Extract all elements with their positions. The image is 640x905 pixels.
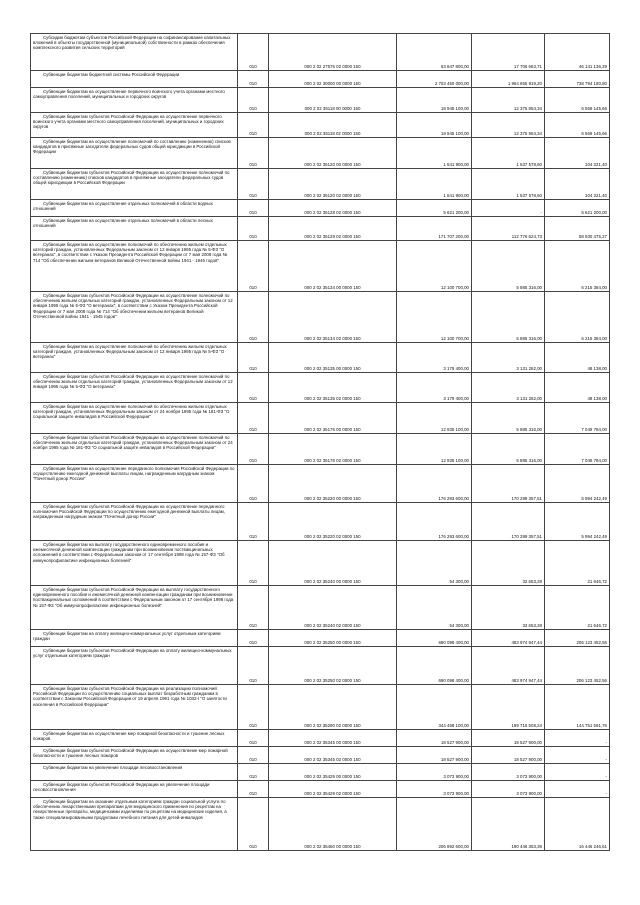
row-rest-cell: 6 569 145,66 bbox=[545, 88, 610, 113]
row-code-cell: 010 bbox=[238, 292, 269, 343]
row-name-cell: Субвенции бюджетам на осуществление полномочий по обеспечению жильем отдельных категорий граждан, установленных Федеральным законом от 24 ноября 1995 года № 181-ФЗ "О социальной защите инвалидов в Российской Федерации" bbox=[31, 403, 238, 434]
row-fact-cell: 199 716 508,24 bbox=[472, 685, 545, 730]
row-name-cell: Субвенции бюджетам на осуществление полномочий по обеспечению жильем отдельных категорий граждан, установленных Федеральным законом от 12 января 1995 года № 5-ФЗ "О ветеранах", в соответствии с Указом Президента Российской Федерации от 7 мая 2008 года № 714 "Об обеспечении жильем ветеранов Великой Отечественной войны 1941 - 1945 годов" bbox=[31, 241, 238, 292]
table-row bbox=[31, 200, 610, 217]
row-rest-cell: - bbox=[545, 781, 610, 798]
row-rest-cell: 104 321,40 bbox=[545, 169, 610, 200]
row-name-cell: Субвенции бюджетам субъектов Российской Федерации на осуществление полномочий по обеспечению жильем отдельных категорий граждан, установленных Федеральным законом от 24 ноября 1995 года № 181-ФЗ "О социальной защите инвалидов в Российской Федерации" bbox=[31, 434, 238, 465]
table-row bbox=[31, 647, 610, 685]
table-row bbox=[31, 781, 610, 798]
table-row bbox=[31, 34, 610, 71]
row-name-cell: Субвенции бюджетам субъектов Российской Федерации на осуществление мер пожарной безопасности и тушение лесных пожаров bbox=[31, 747, 238, 764]
row-plan-cell: 18 945 100,00 bbox=[397, 88, 472, 113]
row-name-cell: Субвенции бюджетам бюджетной системы Российской Федерации bbox=[31, 71, 238, 88]
row-kbk-cell: 000 2 02 35118 02 0000 150 bbox=[269, 113, 397, 138]
row-name-cell: Субсидии бюджетам субъектов Российской Федерации на софинансирование капитальных вложений в объекты государственной (муниципальной) собственности в рамках обеспечения комплексного развития сельских территорий bbox=[31, 34, 238, 71]
row-name-cell: Субвенции бюджетам субъектов Российской Федерации на реализацию полномочий Российской Федерации по осуществлению социальных выплат безработным гражданам в соответствии с Законом Российской Федерации от 19 апреля 1991 года № 1032-I "О занятости населения в Российской Федерации" bbox=[31, 685, 238, 730]
row-kbk-cell: 000 2 02 35134 00 0000 150 bbox=[269, 241, 397, 292]
row-plan-cell: 3 073 900,00 bbox=[397, 764, 472, 781]
row-name-cell: Субвенции бюджетам на осуществление полномочий по составлению (изменению) списков кандидатов в присяжные заседатели федеральных судов общей юрисдикции в Российской Федерации bbox=[31, 138, 238, 169]
row-code-cell: 010 bbox=[238, 434, 269, 465]
row-kbk-cell: 000 2 02 35250 02 0000 150 bbox=[269, 647, 397, 685]
row-name-cell: Субвенции бюджетам субъектов Российской Федерации на выплату государственного единовременного пособия и ежемесячной денежной компенсации гражданам при возникновении поствакцинальных осложнений в соответствии с Федеральным законом от 17 сентября 1998 года № 157-ФЗ "Об иммунопрофилактике инфекционных болезней" bbox=[31, 586, 238, 630]
row-plan-cell: 18 527 900,00 bbox=[397, 747, 472, 764]
row-code-cell: 010 bbox=[238, 798, 269, 851]
row-name-cell: Субвенции бюджетам субъектов Российской Федерации на осуществление полномочий по обеспечению жильем отдельных категорий граждан, установленных Федеральным законом от 12 января 1995 года № 5-ФЗ "О ветеранах" bbox=[31, 373, 238, 403]
row-plan-cell: 18 527 900,00 bbox=[397, 730, 472, 747]
row-rest-cell: 7 049 784,00 bbox=[545, 434, 610, 465]
budget-report-page bbox=[30, 33, 609, 851]
row-kbk-cell: 000 2 02 35220 00 0000 150 bbox=[269, 465, 397, 503]
row-rest-cell: 21 646,72 bbox=[545, 541, 610, 586]
row-code-cell: 010 bbox=[238, 88, 269, 113]
row-rest-cell: 6 569 145,66 bbox=[545, 113, 610, 138]
table-row bbox=[31, 113, 610, 138]
row-plan-cell: 1 641 900,00 bbox=[397, 169, 472, 200]
table-row bbox=[31, 503, 610, 541]
row-kbk-cell: 000 2 02 35240 00 0000 150 bbox=[269, 541, 397, 586]
row-fact-cell: 5 885 316,00 bbox=[472, 241, 545, 292]
row-code-cell: 010 bbox=[238, 34, 269, 71]
row-fact-cell: 1 537 578,60 bbox=[472, 138, 545, 169]
table-row bbox=[31, 798, 610, 851]
row-kbk-cell: 000 2 02 35135 02 0000 150 bbox=[269, 373, 397, 403]
row-code-cell: 010 bbox=[238, 764, 269, 781]
row-plan-cell: 12 935 100,00 bbox=[397, 434, 472, 465]
row-name-cell: Субвенции бюджетам на осуществление отдельных полномочий в области водных отношений bbox=[31, 200, 238, 217]
row-code-cell: 010 bbox=[238, 541, 269, 586]
row-rest-cell: - bbox=[545, 747, 610, 764]
row-fact-cell: 483 974 947,44 bbox=[472, 630, 545, 647]
row-rest-cell: 6 215 384,00 bbox=[545, 292, 610, 343]
row-plan-cell: 344 468 100,00 bbox=[397, 685, 472, 730]
row-fact-cell: 170 299 357,51 bbox=[472, 465, 545, 503]
table-row bbox=[31, 541, 610, 586]
row-rest-cell: 46 141 136,29 bbox=[545, 34, 610, 71]
row-code-cell: 010 bbox=[238, 343, 269, 373]
row-fact-cell: 17 706 663,71 bbox=[472, 34, 545, 71]
table-row bbox=[31, 434, 610, 465]
row-plan-cell: 171 707 200,00 bbox=[397, 217, 472, 241]
row-fact-cell: 12 375 954,34 bbox=[472, 88, 545, 113]
table-row bbox=[31, 403, 610, 434]
row-plan-cell: 54 300,00 bbox=[397, 586, 472, 630]
row-kbk-cell: 000 2 02 35118 00 0000 150 bbox=[269, 88, 397, 113]
row-fact-cell: 5 885 316,00 bbox=[472, 434, 545, 465]
row-name-cell: Субвенции бюджетам субъектов Российской Федерации на осуществление первичного воинского учета органами местного самоуправления поселений, муниципальных и городских округов bbox=[31, 113, 238, 138]
row-kbk-cell: 000 2 02 35134 02 0000 150 bbox=[269, 292, 397, 343]
row-code-cell: 010 bbox=[238, 647, 269, 685]
row-kbk-cell: 000 2 02 35135 00 0000 150 bbox=[269, 343, 397, 373]
row-fact-cell: 3 073 900,00 bbox=[472, 764, 545, 781]
row-name-cell: Субвенции бюджетам субъектов Российской Федерации на оплату жилищно-коммунальных услуг отдельным категориям граждан bbox=[31, 647, 238, 685]
row-kbk-cell: 000 2 02 35290 02 0000 150 bbox=[269, 685, 397, 730]
row-code-cell: 010 bbox=[238, 241, 269, 292]
row-code-cell: 010 bbox=[238, 200, 269, 217]
row-plan-cell: 12 935 100,00 bbox=[397, 403, 472, 434]
row-name-cell: Субвенции бюджетам субъектов Российской Федерации на осуществление полномочий по составлению (изменению) списков кандидатов в присяжные заседатели федеральных судов общей юрисдикции в Российской Федерации bbox=[31, 169, 238, 200]
row-kbk-cell: 000 2 02 35250 00 0000 150 bbox=[269, 630, 397, 647]
row-kbk-cell: 000 2 02 35429 00 0000 150 bbox=[269, 764, 397, 781]
row-plan-cell: 12 100 700,00 bbox=[397, 292, 472, 343]
row-kbk-cell: 000 2 02 35120 02 0000 150 bbox=[269, 169, 397, 200]
row-rest-cell: 16 446 246,61 bbox=[545, 798, 610, 851]
row-code-cell: 010 bbox=[238, 373, 269, 403]
row-kbk-cell: 000 2 02 35460 00 0000 150 bbox=[269, 798, 397, 851]
row-kbk-cell: 000 2 02 35129 02 0000 150 bbox=[269, 217, 397, 241]
row-kbk-cell: 000 2 02 35128 02 0000 150 bbox=[269, 200, 397, 217]
row-name-cell: Субвенции бюджетам на выплату государственного единовременного пособия и ежемесячной денежной компенсации гражданам при возникновении поствакцинальных осложнений в соответствии с Федеральным законом от 17 сентября 1998 года № 157-ФЗ "Об иммунопрофилактике инфекционных болезней" bbox=[31, 541, 238, 586]
row-name-cell: Субвенции бюджетам на осуществление полномочий по обеспечению жильем отдельных категорий граждан, установленных Федеральным законом от 12 января 1995 года № 5-ФЗ "О ветеранах" bbox=[31, 343, 238, 373]
row-name-cell: Субвенции бюджетам субъектов Российской Федерации на осуществление переданного полномочия Российской Федерации по осуществлению ежегодной денежной выплаты лицам, награжденным нагрудным знаком "Почетный донор России" bbox=[31, 503, 238, 541]
table-row bbox=[31, 764, 610, 781]
row-rest-cell: 104 321,40 bbox=[545, 138, 610, 169]
row-rest-cell: 5 994 242,49 bbox=[545, 503, 610, 541]
row-rest-cell: 206 123 452,56 bbox=[545, 647, 610, 685]
row-code-cell: 010 bbox=[238, 403, 269, 434]
row-code-cell: 010 bbox=[238, 217, 269, 241]
row-rest-cell: 48 138,00 bbox=[545, 373, 610, 403]
row-fact-cell: 32 653,28 bbox=[472, 586, 545, 630]
row-rest-cell: 5 621 200,00 bbox=[545, 200, 610, 217]
row-fact-cell: 32 653,28 bbox=[472, 541, 545, 586]
row-code-cell: 010 bbox=[238, 465, 269, 503]
row-fact-cell: - bbox=[472, 200, 545, 217]
row-name-cell: Субвенции бюджетам на увеличение площади лесовосстановления bbox=[31, 764, 238, 781]
row-name-cell: Субвенции бюджетам на осуществление отдельных полномочий в области лесных отношений bbox=[31, 217, 238, 241]
row-rest-cell: 5 994 242,49 bbox=[545, 465, 610, 503]
row-plan-cell: 54 300,00 bbox=[397, 541, 472, 586]
row-fact-cell: 18 527 900,00 bbox=[472, 730, 545, 747]
table-row bbox=[31, 343, 610, 373]
row-plan-cell: 63 847 800,00 bbox=[397, 34, 472, 71]
table-row bbox=[31, 630, 610, 647]
row-plan-cell: 12 100 700,00 bbox=[397, 241, 472, 292]
row-code-cell: 010 bbox=[238, 586, 269, 630]
table-body bbox=[31, 34, 610, 851]
row-fact-cell: 483 974 947,44 bbox=[472, 647, 545, 685]
row-code-cell: 010 bbox=[238, 503, 269, 541]
row-plan-cell: 176 293 600,00 bbox=[397, 465, 472, 503]
row-plan-cell: 3 179 400,00 bbox=[397, 343, 472, 373]
row-name-cell: Субвенции бюджетам на осуществление мер пожарной безопасности и тушение лесных пожаров bbox=[31, 730, 238, 747]
row-plan-cell: 206 892 600,00 bbox=[397, 798, 472, 851]
row-kbk-cell: 000 2 02 35345 02 0000 150 bbox=[269, 747, 397, 764]
row-plan-cell: 3 179 400,00 bbox=[397, 373, 472, 403]
table-row bbox=[31, 241, 610, 292]
table-row bbox=[31, 138, 610, 169]
row-code-cell: 010 bbox=[238, 685, 269, 730]
row-fact-cell: 18 527 900,00 bbox=[472, 747, 545, 764]
row-plan-cell: 176 293 600,00 bbox=[397, 503, 472, 541]
row-plan-cell: 18 945 100,00 bbox=[397, 113, 472, 138]
row-code-cell: 010 bbox=[238, 113, 269, 138]
row-plan-cell: 690 098 400,00 bbox=[397, 630, 472, 647]
row-code-cell: 010 bbox=[238, 71, 269, 88]
row-plan-cell: 1 641 900,00 bbox=[397, 138, 472, 169]
row-name-cell: Субвенции бюджетам на осуществление первичного воинского учета органами местного самоуправления поселений, муниципальных и городских округов bbox=[31, 88, 238, 113]
row-rest-cell: 6 215 384,00 bbox=[545, 241, 610, 292]
row-kbk-cell: 000 2 02 35176 00 0000 150 bbox=[269, 403, 397, 434]
row-kbk-cell: 000 2 02 35345 00 0000 150 bbox=[269, 730, 397, 747]
table-row bbox=[31, 586, 610, 630]
row-rest-cell: 48 138,00 bbox=[545, 343, 610, 373]
row-fact-cell: 5 885 316,00 bbox=[472, 292, 545, 343]
row-code-cell: 010 bbox=[238, 781, 269, 798]
table-row bbox=[31, 169, 610, 200]
row-rest-cell: - bbox=[545, 764, 610, 781]
row-fact-cell: 190 446 353,39 bbox=[472, 798, 545, 851]
row-code-cell: 010 bbox=[238, 730, 269, 747]
row-plan-cell: 5 621 200,00 bbox=[397, 200, 472, 217]
table-row bbox=[31, 88, 610, 113]
table-row bbox=[31, 292, 610, 343]
table-row bbox=[31, 71, 610, 88]
row-code-cell: 010 bbox=[238, 138, 269, 169]
row-code-cell: 010 bbox=[238, 169, 269, 200]
row-name-cell: Субвенции бюджетам субъектов Российской Федерации на осуществление полномочий по обеспечению жильем отдельных категорий граждан, установленных Федеральным законом от 12 января 1995 года № 5-ФЗ "О ветеранах", в соответствии с Указом Президента Российской Федерации от 7 мая 2008 года № 714 "Об обеспечении жильем ветеранов Великой Отечественной войны 1941 - 1945 годов" bbox=[31, 292, 238, 343]
row-fact-cell: 1 964 655 819,20 bbox=[472, 71, 545, 88]
row-rest-cell: 144 751 591,76 bbox=[545, 685, 610, 730]
row-kbk-cell: 000 2 02 30000 00 0000 150 bbox=[269, 71, 397, 88]
row-plan-cell: 690 098 400,00 bbox=[397, 647, 472, 685]
row-fact-cell: 3 073 900,00 bbox=[472, 781, 545, 798]
row-name-cell: Субвенции бюджетам на оплату жилищно-коммунальных услуг отдельным категориям граждан bbox=[31, 630, 238, 647]
row-plan-cell: 3 073 900,00 bbox=[397, 781, 472, 798]
row-kbk-cell: 000 2 02 35429 02 0000 150 bbox=[269, 781, 397, 798]
row-code-cell: 010 bbox=[238, 630, 269, 647]
row-rest-cell: 738 794 180,80 bbox=[545, 71, 610, 88]
row-kbk-cell: 000 2 02 27576 02 0000 150 bbox=[269, 34, 397, 71]
row-fact-cell: 112 776 624,73 bbox=[472, 217, 545, 241]
row-kbk-cell: 000 2 02 35240 02 0000 150 bbox=[269, 586, 397, 630]
row-rest-cell: 58 930 475,27 bbox=[545, 217, 610, 241]
row-fact-cell: 3 131 262,00 bbox=[472, 373, 545, 403]
row-fact-cell: 170 299 357,51 bbox=[472, 503, 545, 541]
table-row bbox=[31, 373, 610, 403]
row-fact-cell: 1 537 578,60 bbox=[472, 169, 545, 200]
row-rest-cell: 206 123 452,56 bbox=[545, 630, 610, 647]
row-plan-cell: 2 703 450 000,00 bbox=[397, 71, 472, 88]
row-rest-cell: - bbox=[545, 730, 610, 747]
table-row bbox=[31, 747, 610, 764]
row-kbk-cell: 000 2 02 35220 02 0000 150 bbox=[269, 503, 397, 541]
row-rest-cell: 7 049 784,00 bbox=[545, 403, 610, 434]
row-name-cell: Субвенции бюджетам субъектов Российской Федерации на увеличение площади лесовосстановления bbox=[31, 781, 238, 798]
table-row bbox=[31, 465, 610, 503]
row-name-cell: Субвенции бюджетам на оказание отдельным категориям граждан социальной услуги по обеспечению лекарственными препаратами для медицинского применения по рецептам на лекарственные препараты, медицинскими изделиями по рецептам на медицинские изделия, а также специализированными продуктами лечебного питания для детей-инвалидов bbox=[31, 798, 238, 851]
row-code-cell: 010 bbox=[238, 747, 269, 764]
table-row bbox=[31, 685, 610, 730]
row-name-cell: Субвенции бюджетам на осуществление переданного полномочия Российской Федерации по осуществлению ежегодной денежной выплаты лицам, награжденным нагрудным знаком "Почетный донор России" bbox=[31, 465, 238, 503]
table-row bbox=[31, 217, 610, 241]
row-fact-cell: 3 131 262,00 bbox=[472, 343, 545, 373]
row-kbk-cell: 000 2 02 35176 02 0000 150 bbox=[269, 434, 397, 465]
table-row bbox=[31, 730, 610, 747]
row-fact-cell: 5 885 316,00 bbox=[472, 403, 545, 434]
row-fact-cell: 12 375 954,34 bbox=[472, 113, 545, 138]
row-rest-cell: 21 646,72 bbox=[545, 586, 610, 630]
budget-revenue-table bbox=[30, 33, 610, 851]
row-kbk-cell: 000 2 02 35120 00 0000 150 bbox=[269, 138, 397, 169]
